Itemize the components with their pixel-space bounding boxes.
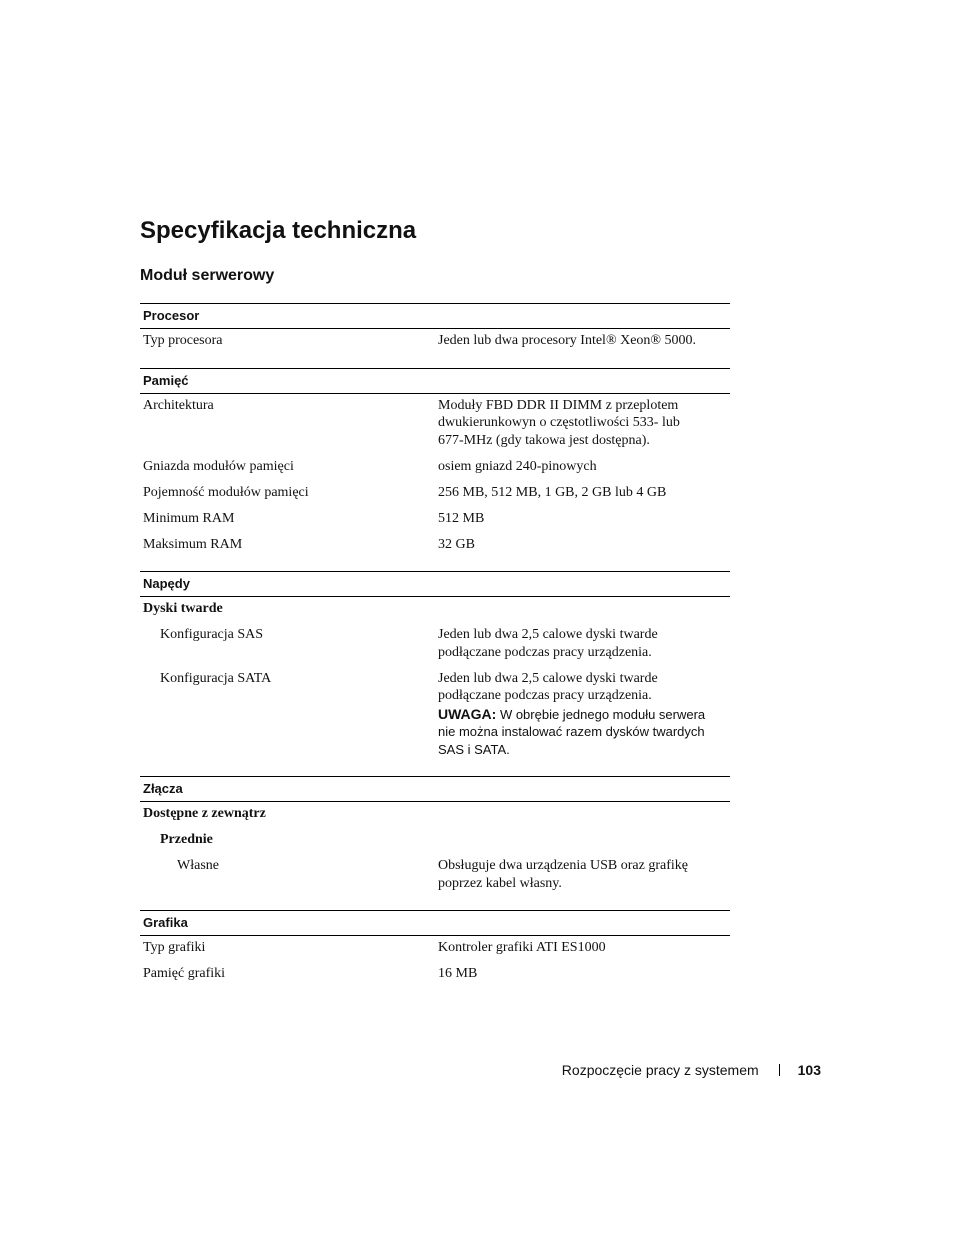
group-body-napedy [140, 597, 730, 776]
spec-label: Konfiguracja SAS [160, 627, 264, 642]
spec-row [140, 965, 730, 983]
value-line: Jeden lub dwa 2,5 calowe dyski twarde [438, 627, 658, 642]
spec-value: osiem gniazd 240-pinowych [438, 458, 597, 474]
group-body-procesor [140, 329, 730, 368]
footer-divider [779, 1064, 780, 1076]
note-label: UWAGA: [438, 705, 497, 722]
note-line [438, 706, 730, 724]
spec-label: Typ procesora [143, 333, 223, 348]
value-line: Moduły FBD DDR II DIMM z przeplotem [438, 397, 679, 413]
group-header-napedy: Napędy [140, 571, 730, 597]
spec-row [140, 626, 730, 661]
spec-table [140, 303, 730, 983]
value-line: Obsługuje dwa urządzenia USB oraz grafikę [438, 858, 688, 873]
spec-value: 16 MB [438, 966, 478, 981]
spec-label: Pojemność modułów pamięci [143, 484, 309, 500]
group-header-zlacza: Złącza [140, 776, 730, 802]
spec-row [140, 536, 730, 554]
spec-label: Typ grafiki [143, 940, 206, 955]
note-uwaga [438, 706, 730, 759]
spec-label: Własne [177, 858, 219, 873]
note-line: nie można instalować razem dysków twardych [438, 724, 705, 739]
spec-value: 512 MB [438, 510, 485, 526]
spec-group-procesor [140, 303, 730, 368]
subheader-dyski-twarde: Dyski twarde [143, 601, 223, 616]
spec-label: Minimum RAM [143, 510, 235, 526]
footer-text: Rozpoczęcie pracy z systemem [561, 1062, 759, 1078]
spec-label: Maksimum RAM [143, 536, 243, 552]
spec-group-grafika [140, 910, 730, 983]
spec-row [140, 670, 730, 759]
spec-label: Konfiguracja SATA [160, 670, 272, 686]
page-number: 103 [797, 1062, 821, 1078]
spec-value: Jeden lub dwa procesory Intel® Xeon® 5000. [438, 333, 697, 348]
group-header-procesor: Procesor [140, 303, 730, 329]
spec-row [140, 510, 730, 528]
subheader-przednie: Przednie [160, 832, 213, 847]
section-title: Moduł serwerowy [140, 267, 275, 284]
subheader-dostepne-z-zewnatrz: Dostępne z zewnątrz [143, 806, 266, 821]
spec-value [438, 670, 730, 759]
spec-group-napedy [140, 571, 730, 776]
value-line: Jeden lub dwa 2,5 calowe dyski twarde [438, 670, 658, 686]
spec-label: Gniazda modułów pamięci [143, 458, 294, 474]
spec-group-pamiec [140, 368, 730, 572]
value-line: dwukierunkowyn o częstotliwości 533- lub [438, 415, 680, 430]
spec-row [140, 458, 730, 476]
spec-value: Kontroler grafiki ATI ES1000 [438, 940, 606, 955]
spec-label: Pamięć grafiki [143, 966, 226, 981]
spec-row [140, 397, 730, 450]
value-line: podłączane podczas pracy urządzenia. [438, 644, 652, 660]
spec-value [438, 857, 730, 892]
note-line: SAS i SATA. [438, 741, 510, 757]
note-text: W obrębie jednego modułu serwera [496, 706, 706, 722]
page-title: Specyfikacja techniczna [140, 217, 417, 244]
group-header-pamiec: Pamięć [140, 368, 730, 394]
group-header-grafika: Grafika [140, 910, 730, 936]
group-body-grafika [140, 936, 730, 983]
spec-value [438, 397, 730, 450]
spec-value: 32 GB [438, 536, 475, 552]
value-line: 677-MHz (gdy takowa jest dostępna). [438, 432, 650, 448]
spec-label: Architektura [143, 397, 214, 413]
group-body-zlacza [140, 802, 730, 910]
group-body-pamiec [140, 394, 730, 572]
value-line: podłączane podczas pracy urządzenia. [438, 688, 652, 703]
spec-value: 256 MB, 512 MB, 1 GB, 2 GB lub 4 GB [438, 484, 667, 500]
spec-group-zlacza [140, 776, 730, 910]
value-line: poprzez kabel własny. [438, 875, 562, 891]
spec-value [438, 626, 730, 661]
spec-row [140, 857, 730, 892]
spec-row [140, 484, 730, 502]
spec-row [140, 332, 730, 350]
spec-row [140, 939, 730, 957]
page-footer [562, 1061, 821, 1079]
